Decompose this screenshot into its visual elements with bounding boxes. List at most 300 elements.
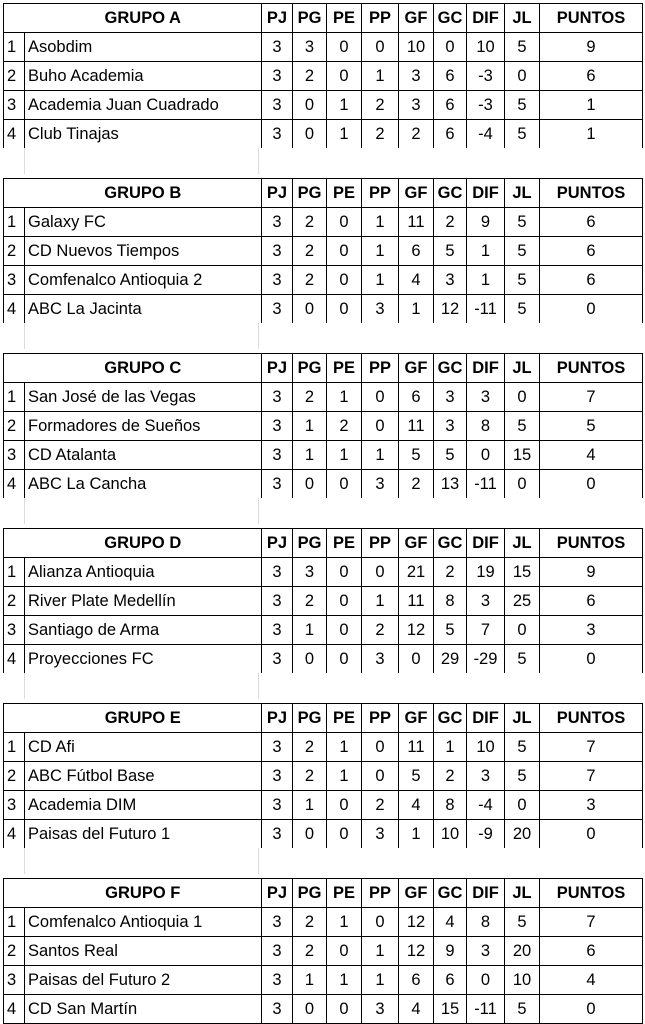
stat-cell-puntos: 3 <box>540 616 643 645</box>
column-header-pg: PG <box>293 704 327 733</box>
team-name-cell: Asobdim <box>25 33 262 62</box>
stat-cell-pe: 0 <box>327 791 362 820</box>
stat-cell-pe: 1 <box>327 91 362 120</box>
stat-cell-jl: 0 <box>505 791 540 820</box>
stat-cell-pj: 3 <box>262 62 293 91</box>
group-header-row <box>4 179 643 208</box>
stat-cell-jl: 20 <box>505 820 540 849</box>
stat-cell-gc: 6 <box>434 966 467 995</box>
stat-cell-pj: 3 <box>262 733 293 762</box>
column-header-gf: GF <box>399 879 434 908</box>
stat-cell-dif: -11 <box>467 295 505 324</box>
stat-cell-gc: 10 <box>434 820 467 849</box>
stat-cell-pp: 1 <box>362 62 399 91</box>
stat-cell-pg: 1 <box>293 791 327 820</box>
column-header-gf: GF <box>399 4 434 33</box>
stat-cell-pj: 3 <box>262 237 293 266</box>
stat-cell-pj: 3 <box>262 558 293 587</box>
column-header-pj: PJ <box>262 4 293 33</box>
column-header-pj: PJ <box>262 704 293 733</box>
stat-cell-jl: 5 <box>505 733 540 762</box>
stat-cell-pj: 3 <box>262 266 293 295</box>
table-row <box>4 995 643 1024</box>
stat-cell-pe: 0 <box>327 820 362 849</box>
table-row <box>4 91 643 120</box>
stat-cell-dif: 1 <box>467 266 505 295</box>
stat-cell-gf: 12 <box>399 616 434 645</box>
column-header-gf: GF <box>399 529 434 558</box>
team-name-cell: ABC La Jacinta <box>25 295 262 324</box>
stat-cell-dif: -11 <box>467 470 505 499</box>
stat-cell-pe: 1 <box>327 733 362 762</box>
stat-cell-pg: 2 <box>293 762 327 791</box>
stat-cell-pe: 0 <box>327 295 362 324</box>
stat-cell-gc: 5 <box>434 441 467 470</box>
column-header-gc: GC <box>434 529 467 558</box>
position-cell: 3 <box>4 441 25 470</box>
header-blank-cell <box>4 354 25 383</box>
stat-cell-pj: 3 <box>262 441 293 470</box>
position-cell: 4 <box>4 120 25 149</box>
stat-cell-gc: 2 <box>434 208 467 237</box>
stat-cell-pp: 0 <box>362 762 399 791</box>
column-header-pg: PG <box>293 529 327 558</box>
position-cell: 3 <box>4 91 25 120</box>
stat-cell-puntos: 6 <box>540 62 643 91</box>
stat-cell-jl: 0 <box>505 383 540 412</box>
table-row <box>4 820 643 849</box>
team-name-cell: ABC La Cancha <box>25 470 262 499</box>
stat-cell-jl: 5 <box>505 295 540 324</box>
team-name-cell: Proyecciones FC <box>25 645 262 674</box>
stat-cell-pj: 3 <box>262 33 293 62</box>
column-header-gf: GF <box>399 179 434 208</box>
stat-cell-jl: 5 <box>505 995 540 1024</box>
table-row <box>4 908 643 937</box>
column-header-dif: DIF <box>467 4 505 33</box>
table-row <box>4 937 643 966</box>
stat-cell-gf: 6 <box>399 383 434 412</box>
stat-cell-puntos: 0 <box>540 820 643 849</box>
group-header-row <box>4 354 643 383</box>
stat-cell-pe: 1 <box>327 762 362 791</box>
stat-cell-gf: 6 <box>399 966 434 995</box>
column-header-dif: DIF <box>467 704 505 733</box>
column-header-pe: PE <box>327 529 362 558</box>
stat-cell-gc: 2 <box>434 558 467 587</box>
stat-cell-pj: 3 <box>262 587 293 616</box>
stat-cell-gf: 11 <box>399 412 434 441</box>
stat-cell-pp: 1 <box>362 441 399 470</box>
position-cell: 1 <box>4 908 25 937</box>
group-table <box>3 178 643 324</box>
stat-cell-dif: 9 <box>467 208 505 237</box>
position-cell: 1 <box>4 33 25 62</box>
team-name-cell: Santos Real <box>25 937 262 966</box>
stat-cell-jl: 20 <box>505 937 540 966</box>
stat-cell-pe: 0 <box>327 266 362 295</box>
stat-cell-dif: -3 <box>467 91 505 120</box>
stat-cell-pp: 0 <box>362 412 399 441</box>
stat-cell-dif: 8 <box>467 412 505 441</box>
table-row <box>4 645 643 674</box>
stat-cell-pj: 3 <box>262 995 293 1024</box>
column-header-pp: PP <box>362 179 399 208</box>
stat-cell-dif: 10 <box>467 33 505 62</box>
stat-cell-pg: 3 <box>293 33 327 62</box>
stat-cell-gc: 8 <box>434 791 467 820</box>
position-cell: 2 <box>4 937 25 966</box>
stat-cell-puntos: 0 <box>540 645 643 674</box>
stat-cell-pp: 3 <box>362 470 399 499</box>
position-cell: 2 <box>4 412 25 441</box>
stat-cell-gf: 4 <box>399 995 434 1024</box>
stat-cell-pe: 0 <box>327 995 362 1024</box>
stat-cell-dif: 19 <box>467 558 505 587</box>
position-cell: 1 <box>4 733 25 762</box>
group-header-row <box>4 529 643 558</box>
stat-cell-pe: 0 <box>327 62 362 91</box>
column-header-puntos: PUNTOS <box>540 4 643 33</box>
stat-cell-gc: 6 <box>434 120 467 149</box>
stat-cell-gc: 8 <box>434 587 467 616</box>
stat-cell-pg: 1 <box>293 616 327 645</box>
stat-cell-gf: 0 <box>399 645 434 674</box>
stat-cell-puntos: 5 <box>540 412 643 441</box>
stat-cell-pe: 0 <box>327 470 362 499</box>
stat-cell-pj: 3 <box>262 820 293 849</box>
table-row <box>4 412 643 441</box>
column-header-puntos: PUNTOS <box>540 179 643 208</box>
table-row <box>4 616 643 645</box>
stat-cell-gc: 3 <box>434 383 467 412</box>
stat-cell-pp: 3 <box>362 820 399 849</box>
stat-cell-gc: 1 <box>434 733 467 762</box>
team-name-cell: Comfenalco Antioquia 1 <box>25 908 262 937</box>
column-header-dif: DIF <box>467 529 505 558</box>
column-header-pe: PE <box>327 179 362 208</box>
column-header-pp: PP <box>362 529 399 558</box>
stat-cell-gc: 29 <box>434 645 467 674</box>
header-blank-cell <box>4 4 25 33</box>
position-cell: 1 <box>4 208 25 237</box>
stat-cell-pj: 3 <box>262 791 293 820</box>
stat-cell-dif: -9 <box>467 820 505 849</box>
stat-cell-pj: 3 <box>262 616 293 645</box>
table-row <box>4 791 643 820</box>
stat-cell-dif: 0 <box>467 966 505 995</box>
stat-cell-pj: 3 <box>262 412 293 441</box>
column-header-pg: PG <box>293 354 327 383</box>
table-row <box>4 966 643 995</box>
stat-cell-dif: 10 <box>467 733 505 762</box>
stat-cell-pp: 3 <box>362 995 399 1024</box>
team-name-cell: Paisas del Futuro 2 <box>25 966 262 995</box>
group-table <box>3 703 643 849</box>
column-header-pj: PJ <box>262 879 293 908</box>
stat-cell-pp: 0 <box>362 908 399 937</box>
stat-cell-pp: 1 <box>362 937 399 966</box>
group-header-row <box>4 879 643 908</box>
stat-cell-pp: 1 <box>362 208 399 237</box>
stat-cell-pg: 0 <box>293 91 327 120</box>
position-cell: 4 <box>4 995 25 1024</box>
stat-cell-puntos: 0 <box>540 470 643 499</box>
stat-cell-puntos: 4 <box>540 441 643 470</box>
table-row <box>4 470 643 499</box>
stat-cell-pe: 0 <box>327 587 362 616</box>
stat-cell-puntos: 0 <box>540 295 643 324</box>
stat-cell-pj: 3 <box>262 295 293 324</box>
stat-cell-jl: 5 <box>505 208 540 237</box>
column-header-pj: PJ <box>262 529 293 558</box>
team-name-cell: Club Tinajas <box>25 120 262 149</box>
stat-cell-pg: 2 <box>293 908 327 937</box>
table-row <box>4 383 643 412</box>
stat-cell-dif: -3 <box>467 62 505 91</box>
column-header-jl: JL <box>505 179 540 208</box>
group-table <box>3 528 643 674</box>
column-header-jl: JL <box>505 354 540 383</box>
stat-cell-dif: 1 <box>467 237 505 266</box>
stat-cell-gc: 5 <box>434 237 467 266</box>
stat-cell-puntos: 7 <box>540 733 643 762</box>
team-name-cell: Alianza Antioquia <box>25 558 262 587</box>
stat-cell-gf: 2 <box>399 470 434 499</box>
stat-cell-pe: 1 <box>327 383 362 412</box>
stat-cell-pe: 1 <box>327 966 362 995</box>
stat-cell-pp: 0 <box>362 383 399 412</box>
column-header-puntos: PUNTOS <box>540 704 643 733</box>
stat-cell-dif: 3 <box>467 587 505 616</box>
stat-cell-dif: -29 <box>467 645 505 674</box>
team-name-cell: Academia Juan Cuadrado <box>25 91 262 120</box>
empty-spacer-row <box>0 498 645 524</box>
table-row <box>4 208 643 237</box>
stat-cell-jl: 5 <box>505 91 540 120</box>
stat-cell-pg: 2 <box>293 383 327 412</box>
team-name-cell: ABC Fútbol Base <box>25 762 262 791</box>
header-blank-cell <box>4 529 25 558</box>
stat-cell-pj: 3 <box>262 470 293 499</box>
stat-cell-jl: 5 <box>505 237 540 266</box>
stat-cell-pj: 3 <box>262 120 293 149</box>
stat-cell-pe: 0 <box>327 616 362 645</box>
stat-cell-dif: 0 <box>467 441 505 470</box>
stat-cell-gf: 6 <box>399 237 434 266</box>
stat-cell-puntos: 7 <box>540 762 643 791</box>
stat-cell-jl: 5 <box>505 645 540 674</box>
empty-spacer-row <box>0 673 645 699</box>
column-header-pg: PG <box>293 879 327 908</box>
stat-cell-pg: 0 <box>293 295 327 324</box>
stat-cell-puntos: 9 <box>540 558 643 587</box>
stat-cell-gf: 11 <box>399 733 434 762</box>
team-name-cell: CD Atalanta <box>25 441 262 470</box>
column-header-dif: DIF <box>467 179 505 208</box>
stat-cell-jl: 25 <box>505 587 540 616</box>
stat-cell-pp: 2 <box>362 791 399 820</box>
stat-cell-gc: 4 <box>434 908 467 937</box>
group-title: GRUPO A <box>25 4 262 33</box>
stat-cell-gf: 11 <box>399 587 434 616</box>
column-header-pe: PE <box>327 354 362 383</box>
stat-cell-pg: 2 <box>293 266 327 295</box>
group-table <box>3 3 643 149</box>
stat-cell-pg: 1 <box>293 966 327 995</box>
table-row <box>4 33 643 62</box>
stat-cell-gf: 1 <box>399 295 434 324</box>
stat-cell-jl: 5 <box>505 412 540 441</box>
stat-cell-pp: 2 <box>362 91 399 120</box>
stat-cell-gf: 10 <box>399 33 434 62</box>
stat-cell-pe: 2 <box>327 412 362 441</box>
column-header-gf: GF <box>399 704 434 733</box>
stat-cell-jl: 5 <box>505 120 540 149</box>
stat-cell-gc: 6 <box>434 62 467 91</box>
table-row <box>4 295 643 324</box>
stat-cell-jl: 5 <box>505 266 540 295</box>
table-row <box>4 441 643 470</box>
column-header-pj: PJ <box>262 354 293 383</box>
position-cell: 4 <box>4 470 25 499</box>
stat-cell-pg: 0 <box>293 820 327 849</box>
stat-cell-pe: 0 <box>327 33 362 62</box>
group-title: GRUPO E <box>25 704 262 733</box>
stat-cell-pj: 3 <box>262 937 293 966</box>
team-name-cell: Paisas del Futuro 1 <box>25 820 262 849</box>
stat-cell-gf: 4 <box>399 266 434 295</box>
stat-cell-jl: 5 <box>505 908 540 937</box>
stat-cell-dif: -4 <box>467 120 505 149</box>
stat-cell-gf: 3 <box>399 62 434 91</box>
position-cell: 2 <box>4 62 25 91</box>
table-row <box>4 762 643 791</box>
empty-spacer-row <box>0 148 645 174</box>
group-table <box>3 353 643 499</box>
group-title: GRUPO D <box>25 529 262 558</box>
stat-cell-puntos: 6 <box>540 208 643 237</box>
empty-spacer-row <box>0 323 645 349</box>
team-name-cell: Santiago de Arma <box>25 616 262 645</box>
stat-cell-pj: 3 <box>262 762 293 791</box>
column-header-pe: PE <box>327 879 362 908</box>
stat-cell-pj: 3 <box>262 966 293 995</box>
stat-cell-jl: 15 <box>505 558 540 587</box>
stat-cell-dif: 8 <box>467 908 505 937</box>
stat-cell-pg: 2 <box>293 208 327 237</box>
column-header-pg: PG <box>293 4 327 33</box>
stat-cell-pe: 0 <box>327 237 362 266</box>
stat-cell-pp: 0 <box>362 733 399 762</box>
stat-cell-gc: 0 <box>434 33 467 62</box>
stat-cell-pe: 0 <box>327 937 362 966</box>
group-title: GRUPO B <box>25 179 262 208</box>
stat-cell-jl: 15 <box>505 441 540 470</box>
stat-cell-jl: 0 <box>505 616 540 645</box>
stat-cell-gf: 21 <box>399 558 434 587</box>
table-row <box>4 62 643 91</box>
stat-cell-puntos: 9 <box>540 33 643 62</box>
stat-cell-gc: 15 <box>434 995 467 1024</box>
stat-cell-pg: 2 <box>293 62 327 91</box>
column-header-gc: GC <box>434 704 467 733</box>
column-header-dif: DIF <box>467 354 505 383</box>
team-name-cell: San José de las Vegas <box>25 383 262 412</box>
stat-cell-gc: 13 <box>434 470 467 499</box>
stat-cell-pj: 3 <box>262 645 293 674</box>
team-name-cell: Comfenalco Antioquia 2 <box>25 266 262 295</box>
column-header-gc: GC <box>434 179 467 208</box>
column-header-gc: GC <box>434 4 467 33</box>
stat-cell-pj: 3 <box>262 383 293 412</box>
stat-cell-puntos: 6 <box>540 266 643 295</box>
column-header-gc: GC <box>434 354 467 383</box>
column-header-puntos: PUNTOS <box>540 354 643 383</box>
stat-cell-puntos: 7 <box>540 908 643 937</box>
stat-cell-dif: -11 <box>467 995 505 1024</box>
stat-cell-jl: 5 <box>505 762 540 791</box>
stat-cell-gc: 2 <box>434 762 467 791</box>
stat-cell-pj: 3 <box>262 208 293 237</box>
position-cell: 2 <box>4 237 25 266</box>
team-name-cell: Galaxy FC <box>25 208 262 237</box>
table-row <box>4 558 643 587</box>
stat-cell-dif: 3 <box>467 937 505 966</box>
stat-cell-gc: 5 <box>434 616 467 645</box>
column-header-pg: PG <box>293 179 327 208</box>
empty-spacer-row <box>0 848 645 874</box>
stat-cell-pp: 0 <box>362 33 399 62</box>
column-header-puntos: PUNTOS <box>540 529 643 558</box>
stat-cell-dif: -4 <box>467 791 505 820</box>
team-name-cell: Formadores de Sueños <box>25 412 262 441</box>
stat-cell-pj: 3 <box>262 91 293 120</box>
stat-cell-dif: 3 <box>467 762 505 791</box>
stat-cell-pp: 2 <box>362 120 399 149</box>
stat-cell-gc: 3 <box>434 412 467 441</box>
stat-cell-pe: 1 <box>327 441 362 470</box>
stat-cell-gf: 2 <box>399 120 434 149</box>
header-blank-cell <box>4 704 25 733</box>
column-header-jl: JL <box>505 529 540 558</box>
column-header-gc: GC <box>434 879 467 908</box>
stat-cell-dif: 3 <box>467 383 505 412</box>
stat-cell-gf: 11 <box>399 208 434 237</box>
stat-cell-gc: 6 <box>434 91 467 120</box>
position-cell: 3 <box>4 966 25 995</box>
stat-cell-jl: 0 <box>505 470 540 499</box>
stat-cell-pg: 0 <box>293 995 327 1024</box>
position-cell: 3 <box>4 791 25 820</box>
stat-cell-pg: 0 <box>293 645 327 674</box>
stat-cell-jl: 10 <box>505 966 540 995</box>
column-header-gf: GF <box>399 354 434 383</box>
stat-cell-pg: 0 <box>293 470 327 499</box>
column-header-pp: PP <box>362 354 399 383</box>
team-name-cell: Buho Academia <box>25 62 262 91</box>
stat-cell-gf: 1 <box>399 820 434 849</box>
group-header-row <box>4 704 643 733</box>
position-cell: 4 <box>4 645 25 674</box>
column-header-pp: PP <box>362 4 399 33</box>
stat-cell-pe: 0 <box>327 558 362 587</box>
team-name-cell: CD Afi <box>25 733 262 762</box>
team-name-cell: River Plate Medellín <box>25 587 262 616</box>
stat-cell-pe: 1 <box>327 120 362 149</box>
team-name-cell: CD Nuevos Tiempos <box>25 237 262 266</box>
table-row <box>4 237 643 266</box>
